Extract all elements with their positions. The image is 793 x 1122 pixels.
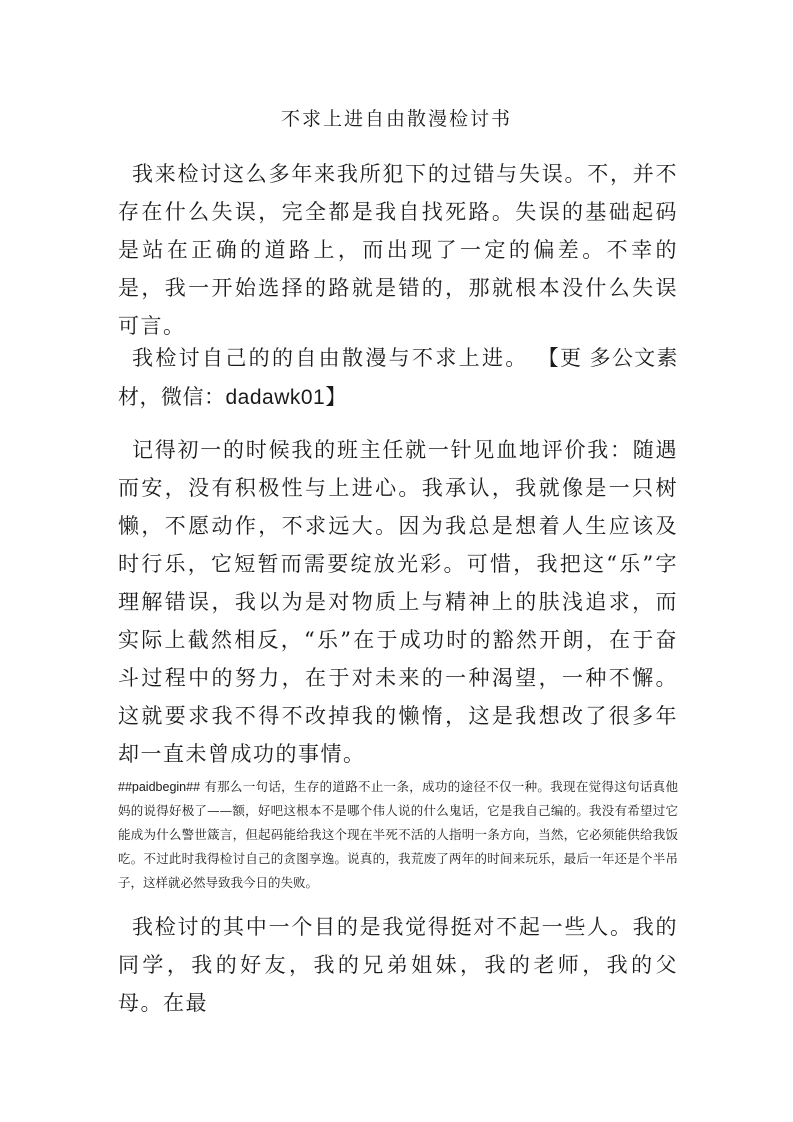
paid-marker: ##paidbegin## <box>118 780 201 794</box>
paragraph-5: 我检讨的其中一个目的是我觉得挺对不起一些人。我的同学，我的好友，我的兄弟姐妹，我的老师，我的父母。在最 <box>118 915 678 1015</box>
paragraph-2 <box>118 339 678 417</box>
paragraph-4-text: 有那么一句话，生存的道路不止一条，成功的途径不仅一种。我现在觉得这句话真他妈的说得好极了——额，好吧这根本不是哪个伟人说的什么鬼话，它是我自己编的。我没有希望过它能成为什么警世箴言，但起码能给我这个现在半死不活的人指明一条方向，当然，它必须能供给我饭吃。不过此时我得检讨自己的贪图享逸。说真的，我荒废了两年的时间来玩乐，最后一年还是个半吊子，这样就必然导致我今日的失败。 <box>118 779 678 890</box>
paragraph-2-text: 我检讨自己的的自由散漫与不求上进。 <box>132 346 529 370</box>
promo-note: 【更 多公文素材，微信：dadawk01】 <box>118 347 678 409</box>
paragraph-4 <box>118 775 678 895</box>
document-title: 不求上进自由散漫检讨书 <box>280 108 512 130</box>
paragraph-3: 记得初一的时候我的班主任就一针见血地评价我：随遇而安，没有积极性与上进心。我承认，我就像是一只树懒，不愿动作，不求远大。因为我总是想着人生应该及时行乐，它短暂而需要绽放光彩。可惜，我把这“乐”字理解错误，我以为是对物质上与精神上的肤浅追求，而实际上截然相反，“乐”在于成功时的豁然开朗，在于奋斗过程中的努力，在于对未来的一种渴望，一种不懈。这就要求我不得不改掉我的懒惰，这是我想改了很多年却一直未曾成功的事情。 <box>118 438 678 766</box>
paragraph-1: 我来检讨这么多年来我所犯下的过错与失误。不，并不存在什么失误，完全都是我自找死路。失误的基础起码是站在正确的道路上，而出现了一定的偏差。不幸的是，我一开始选择的路就是错的，那就根本没什么失误可言。 <box>118 162 678 338</box>
